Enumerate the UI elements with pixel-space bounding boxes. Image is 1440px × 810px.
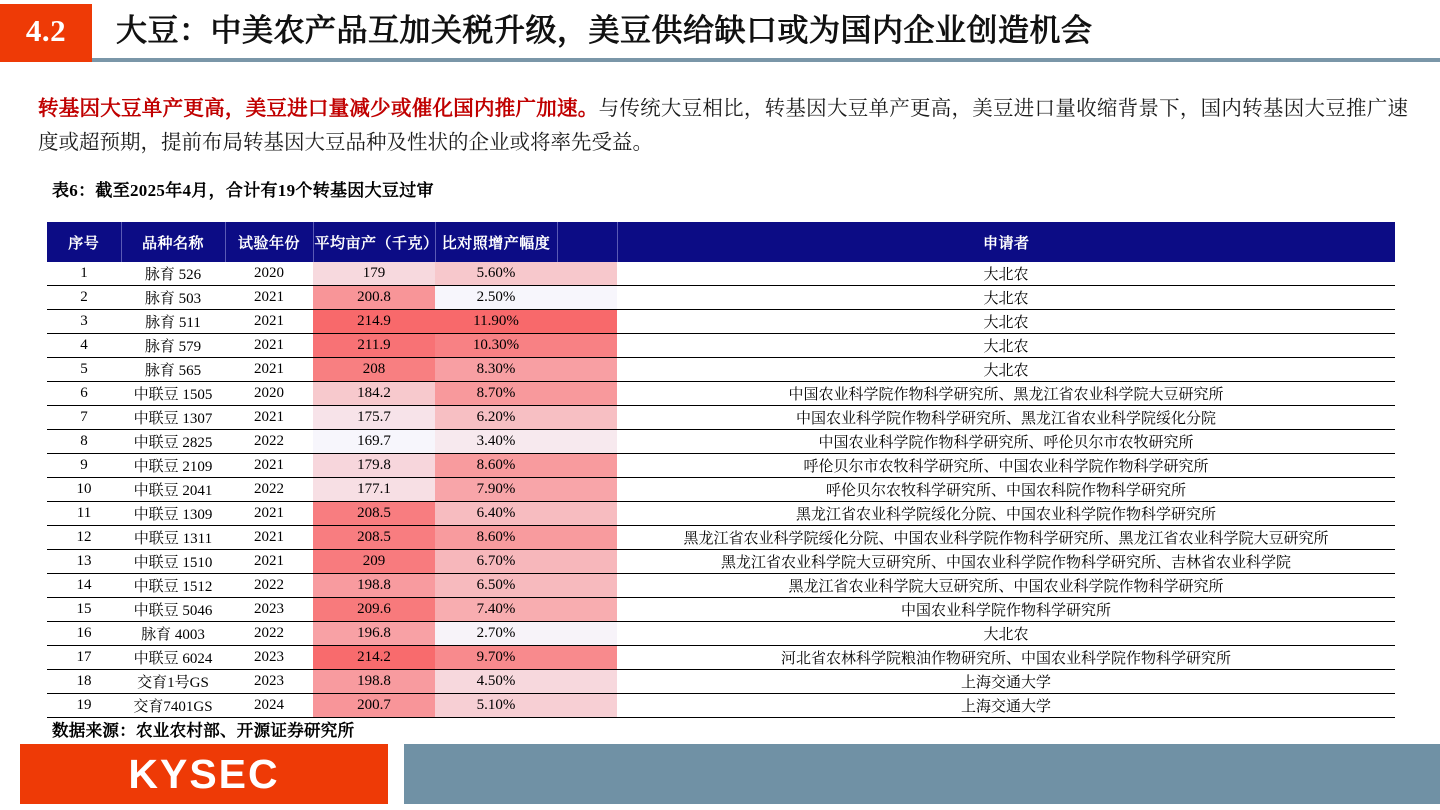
cell-applicant: 上海交通大学: [617, 694, 1395, 718]
cell-index: 9: [47, 454, 121, 478]
table-row: [47, 310, 1395, 334]
col-header-gain: 比对照增产幅度: [435, 222, 557, 262]
col-header-spacer: [557, 222, 617, 262]
gm-soybean-table: [47, 222, 1395, 718]
table-row: [47, 526, 1395, 550]
cell-variety: 脉育 526: [144, 267, 202, 283]
table-row: [47, 430, 1395, 454]
cell-year: 2022: [225, 478, 313, 502]
cell-variety: 脉育 4003: [121, 622, 225, 646]
cell-spacer: [557, 382, 617, 406]
cell-year: 2022: [225, 574, 313, 598]
cell-applicant: 黑龙江省农业科学院大豆研究所、中国农业科学院作物科学研究所、吉林省农业科学院: [617, 550, 1395, 574]
table-row: [47, 334, 1395, 358]
cell-gain: 10.30%: [435, 334, 557, 358]
cell-year: 2021: [225, 310, 313, 334]
cell-variety: 交育1号GS: [121, 670, 225, 694]
table-row: [47, 382, 1395, 406]
cell-yield: 177.1: [313, 478, 435, 502]
table-row: [47, 358, 1395, 382]
cell-applicant: 中国农业科学院作物科学研究所: [617, 598, 1395, 622]
cell-year: 2021: [225, 334, 313, 358]
cell-year: 2020: [254, 265, 284, 281]
cell-gain: 9.70%: [435, 646, 557, 670]
cell-applicant: 大北农: [617, 286, 1395, 310]
table-row: [47, 646, 1395, 670]
cell-index: 8: [47, 430, 121, 454]
cell-gain: 5.60%: [435, 262, 557, 286]
cell-gain: 7.90%: [435, 478, 557, 502]
cell-variety: 中联豆 2109: [121, 454, 225, 478]
table-container: [47, 222, 1395, 718]
cell-applicant: 呼伦贝尔农牧科学研究所、中国农科院作物科学研究所: [617, 478, 1395, 502]
cell-index: 12: [47, 526, 121, 550]
cell-index: 6: [47, 382, 121, 406]
cell-year: 2023: [225, 598, 313, 622]
cell-spacer: [557, 694, 617, 718]
header-divider-rule: [0, 58, 1440, 62]
cell-year: 2021: [225, 454, 313, 478]
cell-yield: 179: [313, 262, 435, 286]
table-row: [47, 406, 1395, 430]
cell-spacer: [557, 478, 617, 502]
cell-index: 2: [47, 286, 121, 310]
cell-variety: 中联豆 1505: [121, 382, 225, 406]
cell-index: 4: [47, 334, 121, 358]
cell-yield: 211.9: [313, 334, 435, 358]
cell-year: 2023: [225, 646, 313, 670]
cell-gain: 6.20%: [435, 406, 557, 430]
table-row: [47, 694, 1395, 718]
cell-year: 2021: [225, 358, 313, 382]
cell-gain: 5.10%: [435, 694, 557, 718]
section-number-badge: 4.2: [0, 4, 92, 58]
cell-yield: 179.8: [313, 454, 435, 478]
cell-year: 2021: [225, 526, 313, 550]
cell-spacer: [557, 646, 617, 670]
cell-variety: 脉育 565: [121, 358, 225, 382]
cell-applicant: 大北农: [983, 267, 1029, 283]
cell-spacer: [557, 358, 617, 382]
lead-paragraph: [38, 92, 1408, 160]
cell-yield: 209.6: [313, 598, 435, 622]
cell-spacer: [557, 526, 617, 550]
cell-spacer: [557, 622, 617, 646]
col-header-variety: 品种名称: [121, 222, 225, 262]
cell-gain: 8.60%: [435, 526, 557, 550]
table-row: [47, 622, 1395, 646]
cell-spacer: [557, 430, 617, 454]
cell-yield: 209: [313, 550, 435, 574]
cell-applicant: 中国农业科学院作物科学研究所、黑龙江省农业科学院绥化分院: [617, 406, 1395, 430]
cell-yield: 208.5: [313, 526, 435, 550]
table-header-row: [47, 222, 1395, 262]
table-row: [47, 262, 1395, 286]
table-row: [47, 598, 1395, 622]
cell-spacer: [557, 598, 617, 622]
cell-gain: 8.70%: [435, 382, 557, 406]
table-row: [47, 454, 1395, 478]
cell-year: 2021: [225, 502, 313, 526]
cell-spacer: [557, 550, 617, 574]
cell-gain: 2.70%: [435, 622, 557, 646]
cell-index: 5: [47, 358, 121, 382]
cell-applicant: 大北农: [617, 622, 1395, 646]
cell-year: 2021: [225, 286, 313, 310]
table-row: [47, 550, 1395, 574]
cell-spacer: [557, 502, 617, 526]
cell-variety: 中联豆 5046: [121, 598, 225, 622]
table-body: [47, 262, 1395, 718]
cell-yield: 214.9: [313, 310, 435, 334]
lead-highlight: 转基因大豆单产更高，美豆进口量减少或催化国内推广加速。: [38, 98, 599, 120]
cell-gain: 2.50%: [435, 286, 557, 310]
cell-year: 2021: [225, 406, 313, 430]
cell-index: 13: [47, 550, 121, 574]
cell-variety: 脉育 579: [121, 334, 225, 358]
cell-yield: 198.8: [313, 574, 435, 598]
cell-year: 2021: [225, 550, 313, 574]
cell-variety: 中联豆 1311: [121, 526, 225, 550]
table-caption: 表6：截至2025年4月，合计有19个转基因大豆过审: [52, 181, 434, 200]
cell-applicant: 黑龙江省农业科学院大豆研究所、中国农业科学院作物科学研究所: [617, 574, 1395, 598]
cell-applicant: 呼伦贝尔市农牧科学研究所、中国农业科学院作物科学研究所: [617, 454, 1395, 478]
table-row: [47, 574, 1395, 598]
cell-yield: 200.7: [313, 694, 435, 718]
cell-applicant: 河北省农林科学院粮油作物研究所、中国农业科学院作物科学研究所: [617, 646, 1395, 670]
cell-gain: 6.70%: [435, 550, 557, 574]
cell-spacer: [557, 406, 617, 430]
cell-yield: 169.7: [313, 430, 435, 454]
cell-yield: 175.7: [313, 406, 435, 430]
cell-variety: 交育7401GS: [121, 694, 225, 718]
cell-year: 2023: [225, 670, 313, 694]
cell-variety: 中联豆 1307: [121, 406, 225, 430]
cell-variety: 中联豆 1512: [121, 574, 225, 598]
table-row: [47, 478, 1395, 502]
cell-variety: 脉育 503: [121, 286, 225, 310]
cell-yield: 184.2: [313, 382, 435, 406]
cell-gain: 3.40%: [435, 430, 557, 454]
source-note: 数据来源：农业农村部、开源证券研究所: [52, 721, 355, 740]
cell-spacer: [557, 670, 617, 694]
cell-applicant: 黑龙江省农业科学院绥化分院、中国农业科学院作物科学研究所: [617, 502, 1395, 526]
cell-year: 2024: [225, 694, 313, 718]
cell-variety: 中联豆 2041: [121, 478, 225, 502]
cell-variety: 中联豆 2825: [121, 430, 225, 454]
cell-yield: 200.8: [313, 286, 435, 310]
cell-gain: 7.40%: [435, 598, 557, 622]
cell-applicant: 中国农业科学院作物科学研究所、黑龙江省农业科学院大豆研究所: [617, 382, 1395, 406]
cell-year: 2020: [225, 382, 313, 406]
cell-variety: 中联豆 6024: [121, 646, 225, 670]
cell-gain: 8.30%: [435, 358, 557, 382]
cell-index: 17: [47, 646, 121, 670]
col-header-yield: 平均亩产（千克）: [313, 222, 435, 262]
cell-applicant: 大北农: [617, 310, 1395, 334]
cell-index: 7: [47, 406, 121, 430]
cell-applicant: 大北农: [617, 334, 1395, 358]
cell-spacer: [557, 454, 617, 478]
cell-index: 3: [47, 310, 121, 334]
cell-index: 11: [47, 502, 121, 526]
cell-index: 16: [47, 622, 121, 646]
table-row: [47, 286, 1395, 310]
footer-bar: [404, 744, 1440, 804]
cell-spacer: [557, 286, 617, 310]
cell-yield: 214.2: [313, 646, 435, 670]
col-header-index: 序号: [47, 222, 121, 262]
cell-applicant: 黑龙江省农业科学院绥化分院、中国农业科学院作物科学研究所、黑龙江省农业科学院大豆研究所: [617, 526, 1395, 550]
cell-index: 19: [47, 694, 121, 718]
page-title: 大豆：中美农产品互加关税升级，美豆供给缺口或为国内企业创造机会: [116, 13, 1093, 48]
cell-index: 14: [47, 574, 121, 598]
cell-applicant: 中国农业科学院作物科学研究所、呼伦贝尔市农牧研究所: [617, 430, 1395, 454]
kysec-logo: KYSEC: [20, 744, 388, 804]
cell-index: 10: [47, 478, 121, 502]
cell-variety: 脉育 511: [121, 310, 225, 334]
cell-gain: 6.40%: [435, 502, 557, 526]
cell-index: 15: [47, 598, 121, 622]
table-head: [47, 222, 1395, 262]
cell-spacer: [557, 310, 617, 334]
table-row: [47, 502, 1395, 526]
cell-variety: 中联豆 1309: [121, 502, 225, 526]
cell-applicant: 上海交通大学: [617, 670, 1395, 694]
cell-spacer: [557, 574, 617, 598]
slide-header: [0, 0, 1440, 62]
cell-year: 2022: [225, 622, 313, 646]
col-header-year: 试验年份: [225, 222, 313, 262]
cell-spacer: [557, 262, 617, 286]
cell-year: 2022: [225, 430, 313, 454]
header-divider-accent: [0, 58, 92, 62]
cell-yield: 208: [313, 358, 435, 382]
col-header-applicant: 申请者: [617, 222, 1395, 262]
cell-index: 1: [80, 265, 88, 281]
cell-gain: 8.60%: [435, 454, 557, 478]
cell-yield: 198.8: [313, 670, 435, 694]
cell-yield: 208.5: [313, 502, 435, 526]
cell-gain: 11.90%: [435, 310, 557, 334]
lead-body: 与传统大豆相比，转基因大豆单产更高，美豆进口量收缩背景下，国内转基因大豆推广速度或超预期，提前布局转基因大豆品种及性状的企业或将率先受益。: [38, 98, 1408, 154]
cell-applicant: 大北农: [617, 358, 1395, 382]
cell-variety: 中联豆 1510: [121, 550, 225, 574]
cell-spacer: [557, 334, 617, 358]
cell-gain: 6.50%: [435, 574, 557, 598]
table-row: [47, 670, 1395, 694]
cell-yield: 196.8: [313, 622, 435, 646]
cell-gain: 4.50%: [435, 670, 557, 694]
cell-index: 18: [47, 670, 121, 694]
